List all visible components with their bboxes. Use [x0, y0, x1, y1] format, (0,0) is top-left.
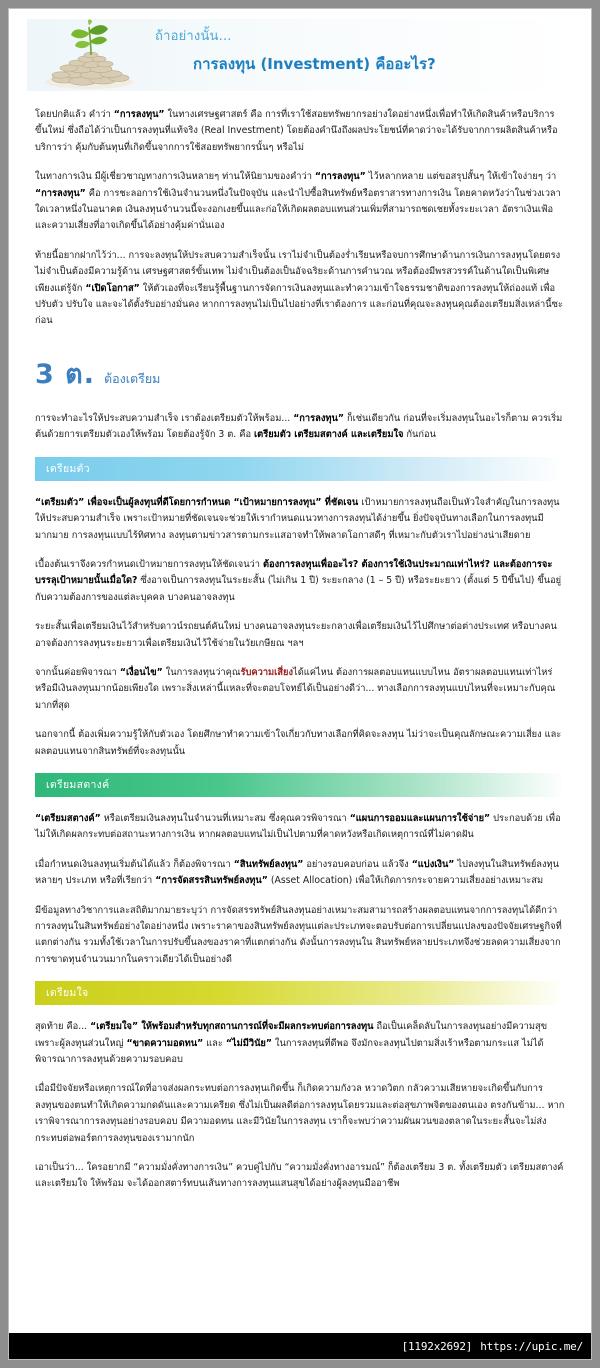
banner-text-block — [155, 25, 436, 76]
heading-number: 3 ต. — [35, 358, 95, 390]
section-bar-prepare-self: เตรียมตัว — [35, 457, 565, 481]
section-heading-3tor — [35, 352, 565, 395]
highlight-risk-tolerance: รับความเสี่ยง — [240, 666, 294, 678]
paragraph-intro-1: โดยปกติแล้ว คำว่า “การลงทุน” ในทางเศรษฐศาสตร์ คือ การที่เราใช้สอยทรัพยากรอย่างใดอย่างหนึ่งเพื่อทำให้เกิดสินค้าหรือบริการขึ้นใหม่ ซึ่งถือได้ว่าเป็นการลงทุนที่แท้จริง (Real Investment) โดยต้องคำนึงถึงผลประโยชน์ที่คาดว่าจะได้รับจากการผลิตสินค้าหรือบริการว่า คุ้มกับต้นทุนที่เกิดขึ้นจากการใช้สอยทรัพยากรนั้นๆ หรือไม่ — [35, 109, 558, 153]
paragraph-intro-2: ในทางการเงิน มีผู้เชี่ยวชาญทางการเงินหลายๆ ท่านให้นิยามของคำว่า “การลงทุน” ไว้หลากหลาย แต่ขอสรุปสั้นๆ ให้เข้าใจง่ายๆ ว่า “การลงทุน” คือ การชะลอการใช้เงินจำนวนหนึ่งในปัจจุบัน และนำไปซื้อสินทรัพย์หรือตราสารทางการเงิน โดยคาดหวังว่าในช่วงเวลาใดเวลาหนึ่งในอนาคต เงินลงทุนจำนวนนี้จะงอกเงยขึ้นและก่อให้เกิดผลตอบแทนส่วนเพิ่มที่สามารถชดเชยทั้งระยะเวลา อัตราเงินเฟ้อ และความเสี่ยงที่อาจเกิดขึ้นได้อย่างคุ้มค่านั่นเอง — [35, 171, 561, 232]
paragraph-s1-3: ระยะสั้นเพื่อเตรียมเงินไว้สำหรับดาวน์รถยนต์คันใหม่ บางคนอาจลงทุนระยะกลางเพื่อเตรียมเงินไว้ไปศึกษาต่อต่างประเทศ หรือบางคนอาจต้องการลงทุนระยะยาวเพื่อเตรียมเงินไว้ใช้จ่ายในวัยเกษียณ ฯลฯ — [35, 621, 557, 649]
heading-subtitle: ต้องเตรียม — [103, 370, 161, 386]
paragraph-lead: การจะทำอะไรให้ประสบความสำเร็จ เราต้องเตรียมตัวให้พร้อม... “การลงทุน” ก็เช่นเดียวกัน ก่อนที่จะเริ่มลงทุนในอะไรก็ตาม ควรเริ่มต้นด้วยการเตรียมตัวเองให้พร้อม โดยต้องรู้จัก 3 ต. คือ เตรียมตัว เตรียมสตางค์ และเตรียมใจ กันก่อน — [35, 412, 563, 441]
plant-growing-from-coins-icon — [31, 19, 151, 91]
paragraph-s1-2: เบื้องต้นเราจึงควรกำหนดเป้าหมายการลงทุนให้ชัดเจนว่า ต้องการลงทุนเพื่ออะไร? ต้องการใช้เงินประมาณเท่าไหร่? และต้องการจะบรรลุเป้าหมายนั้นเมื่อใด? ซึ่งอาจเป็นการลงทุนในระยะสั้น (ไม่เกิน 1 ปี) ระยะกลาง (1 – 5 ปี) หรือระยะยาว (ตั้งแต่ 5 ปีขึ้นไป) ขึ้นอยู่กับความต้องการของแต่ละบุคคล บางคนอาจลงทุน — [35, 558, 562, 603]
paragraph-s2-1: “เตรียมสตางค์” หรือเตรียมเงินลงทุนในจำนวนที่เหมาะสม ซึ่งคุณควรพิจารณา “แผนการออมและแผนการใช้จ่าย” ประกอบด้วย เพื่อไม่ให้เกิดผลกระทบต่อสถานะทางการเงิน หากผลตอบแทนไม่เป็นไปตามที่คาดหวังหรือเกิดเหตุการณ์ที่ไม่คาดฝัน — [35, 812, 561, 841]
article-content — [9, 107, 591, 1193]
article-banner — [27, 19, 573, 91]
paragraph-s2-3: มีข้อมูลทางวิชาการและสถิติมากมายระบุว่า การจัดสรรทรัพย์สินลงทุนอย่างเหมาะสมสามารถสร้างผลตอบแทนจากการลงทุนได้ดีกว่าการลงทุนในสินทรัพย์อย่างใดอย่างหนึ่ง เพราะราคาของสินทรัพย์ลงทุนแต่ละประเภทจะตอบรับต่อการเปลี่ยนแปลงของปัจจัยเศรษฐกิจที่แตกต่างกัน รวมทั้งใช้เวลาในการปรับขึ้นลงของราคาที่แตกต่างกัน ดังนั้นการลงทุนใน สินทรัพย์หลายประเภทจึงช่วยลดความเสี่ยงจากการขาดทุนจำนวนมากในคราวเดียวได้เป็นอย่างดี — [35, 904, 562, 965]
paragraph-s3-1: สุดท้าย คือ... “เตรียมใจ” ให้พร้อมสำหรับทุกสถานการณ์ที่จะมีผลกระทบต่อการลงทุน ถือเป็นเคล็ดลับในการลงทุนอย่างมีความสุข เพราะผู้ลงทุนส่วนใหญ่ “ขาดความอดทน” และ “ไม่มีวินัย” ในการลงทุนที่ดีพอ จึงมักจะลงทุนไปตามสิ่งเร้าหรือตามกระแส ไม่ได้พิจารณาการลงทุนด้วยความรอบคอบ — [35, 1021, 548, 1066]
paragraph-intro-3: ท้ายนี้อยากฝากไว้ว่า... การจะลงทุนให้ประสบความสำเร็จนั้น เราไม่จำเป็นต้องร่ำเรียนหรือจบการศึกษาด้านการเงินการลงทุนโดยตรง ไม่จำเป็นต้องมีความรู้ด้าน เศรษฐศาสตร์ขั้นเทพ ไม่จำเป็นต้องเป็นอัจฉริยะด้านการคำนวณ หรือต้องมีพรสวรรค์ในด้านใดเป็นพิเศษ เพียงแต่รู้จัก “เปิดโอกาส” ให้ตัวเองที่จะเรียนรู้พื้นฐานการจัดการเงินลงทุนและทำความเข้าใจธรรมชาติของการลงทุนให้ถ่องแท้ เพื่อปรับตัว ปรับใจ และจะได้ตั้งรับอย่างมั่นคง หากการลงทุนไม่เป็นไปอย่างที่เราต้องการ และก่อนที่คุณจะลงทุนคุณต้องเตรียมสิ่งเหล่านี้ซะก่อน — [35, 249, 563, 327]
footer-watermark-bar — [9, 1333, 591, 1359]
paragraph-s2-2: เมื่อกำหนดเงินลงทุนเริ่มต้นได้แล้ว ก็ต้องพิจารณา “สินทรัพย์ลงทุน” อย่างรอบคอบก่อน แล้วจึง “แบ่งเงิน” ไปลงทุนในสินทรัพย์ลงทุนหลายๆ ประเภท หรือที่เรียกว่า “การจัดสรรสินทรัพย์ลงทุน” (Asset Allocation) เพื่อให้เกิดการกระจายความเสี่ยงอย่างเหมาะสม — [35, 858, 560, 887]
paragraph-s1-4: จากนั้นค่อยพิจารณา “เงื่อนไข” ในการลงทุนว่าคุณรับความเสี่ยงได้แค่ไหน ต้องการผลตอบแทนแบบไหน อัตราผลตอบแทนเท่าไหร่ หรือมีเงินลงทุนมากน้อยเพียงใด เพราะสิ่งเหล่านี้แหละที่จะตอบโจทย์ได้เป็นอย่างดีว่า... ทางเลือกการลงทุนแบบไหนที่จะเหมาะกับคุณมากที่สุด — [35, 666, 556, 711]
footer-url[interactable]: https://upic.me/ — [480, 1339, 583, 1353]
paragraph-s1-5: นอกจากนี้ ต้องเพิ่มความรู้ให้กับตัวเอง โดยศึกษาทำความเข้าใจเกี่ยวกับทางเลือกที่คิดจะลงทุน ไม่ว่าจะเป็นคุณลักษณะความเสี่ยง และผลตอบแทนจากสินทรัพย์ที่จะลงทุนนั้น — [35, 729, 562, 757]
banner-line-2: การลงทุน (Investment) คืออะไร? — [193, 55, 436, 73]
section-bar-prepare-mind: เตรียมใจ — [35, 981, 565, 1005]
section-bar-prepare-money: เตรียมสตางค์ — [35, 773, 565, 797]
paragraph-s3-3: เอาเป็นว่า... ใครอยากมี “ความมั่งคั่งทางการเงิน” ควบคู่ไปกับ “ความมั่งคั่งทางอารมณ์” ก็ต้องเตรียม 3 ต. ทั้งเตรียมตัว เตรียมสตางค์ และเตรียมใจ ให้พร้อม จะได้ออกสตาร์ทบนเส้นทางการลงทุนแสนสุขได้อย่างผู้ลงทุนมืออาชีพ — [35, 1162, 564, 1190]
paragraph-s3-2: เมื่อมีปัจจัยหรือเหตุการณ์ใดที่อาจส่งผลกระทบต่อการลงทุนเกิดขึ้น ก็เกิดความกังวล หวาดวิตก กลัวความเสียหายจะเกิดขึ้นกับการลงทุนของตนทำให้เกิดความกดดันและความเครียด ซึ่งไม่เป็นผลดีต่อการลงทุนโดยรวมและต่อสุขภาพจิตของตนเอง ตรงกันข้าม... หากเราพิจารณาการลงทุนอย่างรอบคอบ มีความอดทน และมีวินัยในการลงทุน เราก็จะพบว่าความผันผวนของตลาดในระยะสั้นจะไม่ส่งกระทบต่อพอร์ตการลงทุนของเรามากนัก — [35, 1083, 565, 1144]
paragraph-s1-1: “เตรียมตัว” เพื่อจะเป็นผู้ลงทุนที่ดีโดยการกำหนด “เป้าหมายการลงทุน” ที่ชัดเจน เป้าหมายการลงทุนถือเป็นหัวใจสำคัญในการลงทุนให้ประสบความสำเร็จ เพราะเป้าหมายที่ชัดเจนจะช่วยให้เรากำหนดแนวทางการลงทุนได้ง่ายขึ้น ยิ่งปัจจุบันทางเลือกในการลงทุนมีมากมาย การลงทุนแบบไร้ทิศทาง ลงทุนตามข่าวสารตามกระแสอาจทำให้พลาดโอกาสดีๆ ที่เหมาะกับตัวเราไปอย่างน่าเสียดาย — [35, 496, 560, 541]
banner-line-1: ถ้าอย่างนั้น... — [155, 29, 232, 44]
document-page — [8, 8, 592, 1360]
footer-dimensions: [1192x2692] — [401, 1339, 473, 1353]
